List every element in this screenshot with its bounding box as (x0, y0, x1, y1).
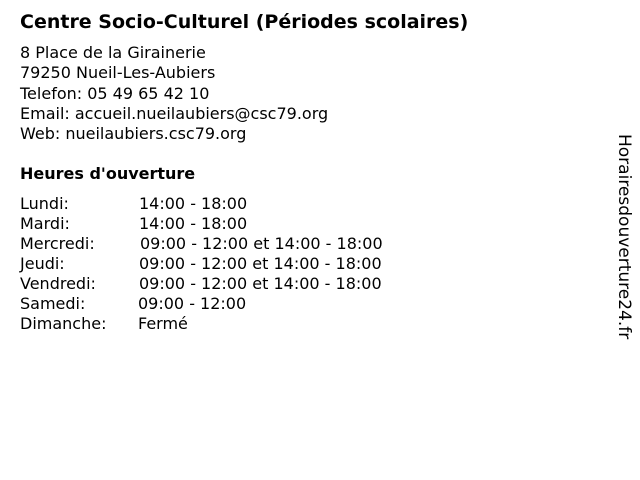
day-label: Dimanche: (20, 314, 107, 333)
site-watermark: Horairesdouverture24.fr (614, 134, 634, 340)
address-city: 79250 Nueil-Les-Aubiers (20, 63, 216, 83)
time-value: 09:00 - 12:00 (138, 294, 247, 313)
time-value: 09:00 - 12:00 et 14:00 - 18:00 (139, 254, 382, 273)
day-label: Jeudi: (20, 254, 65, 273)
time-value: Fermé (138, 314, 188, 333)
address-phone: Telefon: 05 49 65 42 10 (20, 83, 210, 103)
day-label: Mardi: (20, 214, 70, 233)
address-street: 8 Place de la Girainerie (20, 43, 206, 62)
hours-heading: Heures d'ouverture (20, 164, 196, 183)
day-label: Mercredi: (20, 234, 95, 253)
page-title: Centre Socio-Culturel (Périodes scolaires) (20, 11, 469, 33)
day-label: Samedi: (20, 294, 86, 313)
time-value: 09:00 - 12:00 et 14:00 - 18:00 (139, 274, 382, 293)
time-value: 09:00 - 12:00 et 14:00 - 18:00 (140, 234, 383, 253)
address-web: Web: nueilaubiers.csc79.org (20, 124, 247, 144)
time-value: 14:00 - 18:00 (139, 214, 248, 233)
day-label: Vendredi: (20, 274, 96, 293)
day-label: Lundi: (20, 194, 69, 213)
address-email: Email: accueil.nueilaubiers@csc79.org (20, 103, 329, 123)
time-value: 14:00 - 18:00 (139, 194, 248, 213)
address-block (20, 43, 328, 144)
